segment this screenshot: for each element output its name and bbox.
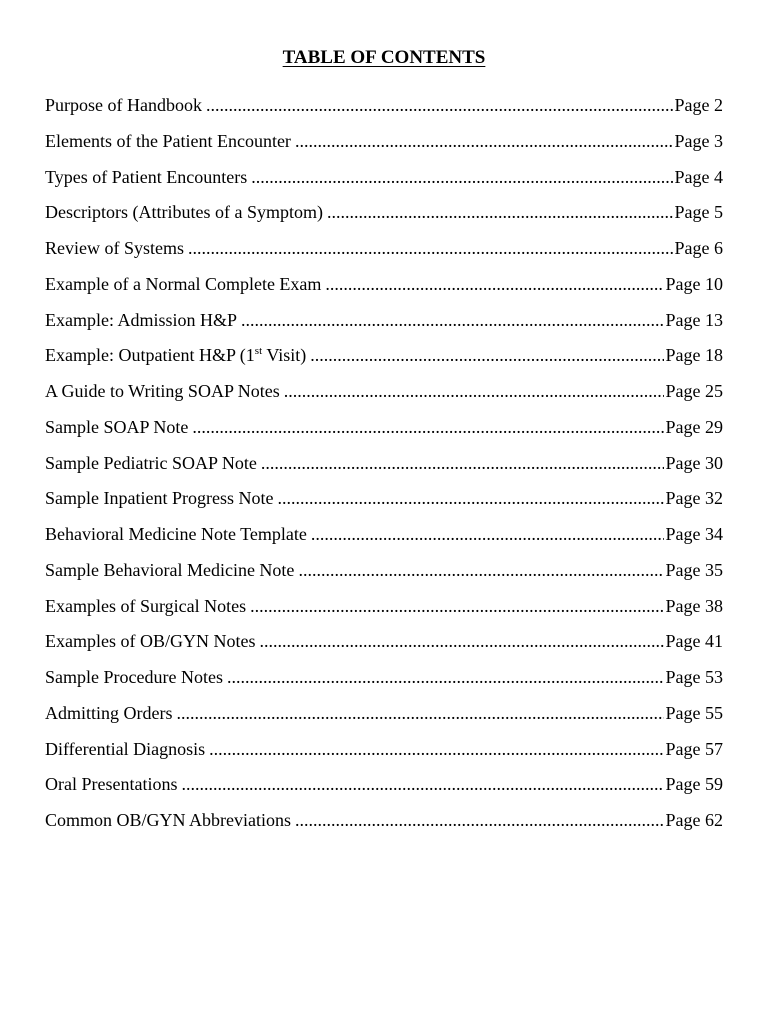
toc-entry[interactable] xyxy=(45,164,723,200)
toc-entry[interactable] xyxy=(45,199,723,235)
toc-entry-page: Page 13 xyxy=(665,309,723,330)
toc-entry-title: Elements of the Patient Encounter xyxy=(45,130,291,151)
toc-entry-page: Page 38 xyxy=(665,595,723,616)
toc-entry-title: Types of Patient Encounters xyxy=(45,166,248,187)
toc-entry[interactable] xyxy=(45,521,723,557)
toc-entry[interactable] xyxy=(45,342,723,378)
toc-entry[interactable] xyxy=(45,557,723,593)
toc-entry-title: Common OB/GYN Abbreviations xyxy=(45,810,291,830)
dot-leader xyxy=(192,414,663,440)
toc-entry-title: Differential Diagnosis xyxy=(45,738,206,759)
dot-leader xyxy=(277,485,663,511)
toc-entry[interactable] xyxy=(45,235,723,271)
toc-entry[interactable] xyxy=(45,307,723,343)
page-title-text: TABLE OF CONTENTS xyxy=(282,47,486,68)
toc-entry[interactable] xyxy=(45,128,723,164)
toc-entry-title: Purpose of Handbook xyxy=(45,95,202,115)
toc-entry-title: Review of Systems xyxy=(45,238,184,258)
toc-entry-page: Page 6 xyxy=(674,238,723,258)
toc-entry-page: Page 34 xyxy=(665,524,723,544)
toc-entry[interactable] xyxy=(45,807,723,843)
toc-entry-title: Example of a Normal Complete Exam xyxy=(45,273,322,294)
toc-entry-page: Page 5 xyxy=(674,202,723,223)
dot-leader xyxy=(327,199,673,225)
toc-entry[interactable] xyxy=(45,736,723,772)
toc-entry-title: Behavioral Medicine Note Template xyxy=(45,524,307,544)
dot-leader xyxy=(250,593,663,619)
dot-leader xyxy=(188,235,673,261)
toc-entry-page: Page 10 xyxy=(665,273,723,294)
toc-entry-page: Page 29 xyxy=(665,416,723,437)
page-title xyxy=(0,46,768,70)
toc-entry[interactable] xyxy=(45,593,723,629)
dot-leader xyxy=(295,807,664,833)
dot-leader xyxy=(251,164,672,190)
toc-entry-page: Page 25 xyxy=(665,381,723,401)
dot-leader xyxy=(209,736,663,762)
toc-entry[interactable] xyxy=(45,664,723,700)
dot-leader xyxy=(227,664,664,690)
toc-entry[interactable] xyxy=(45,92,723,128)
dot-leader xyxy=(181,771,663,797)
dot-leader xyxy=(261,450,664,476)
dot-leader xyxy=(295,128,673,154)
toc-entry[interactable] xyxy=(45,271,723,307)
toc-entry-page: Page 57 xyxy=(665,738,723,759)
toc-entry-title: Admitting Orders xyxy=(45,702,173,723)
toc-entry-page: Page 4 xyxy=(674,166,723,187)
dot-leader xyxy=(206,92,673,118)
toc-entry-page: Page 18 xyxy=(665,345,723,366)
toc-entry-title-rest: Visit) xyxy=(262,345,307,366)
toc-entry-page: Page 41 xyxy=(665,631,723,652)
dot-leader xyxy=(311,521,664,547)
dot-leader xyxy=(325,271,663,297)
toc-entry[interactable] xyxy=(45,485,723,521)
toc-entry-title: Examples of OB/GYN Notes xyxy=(45,631,256,652)
dot-leader xyxy=(177,700,664,726)
toc-entry-page: Page 59 xyxy=(665,774,723,795)
toc-entry-title xyxy=(45,342,306,368)
dot-leader xyxy=(241,307,663,333)
table-of-contents xyxy=(45,92,723,843)
toc-entry-title: Descriptors (Attributes of a Symptom) xyxy=(45,202,323,223)
dot-leader xyxy=(310,342,663,368)
toc-entry-page: Page 3 xyxy=(674,130,723,151)
toc-entry[interactable] xyxy=(45,628,723,664)
toc-entry-title: A Guide to Writing SOAP Notes xyxy=(45,381,280,401)
toc-entry-title: Sample Procedure Notes xyxy=(45,667,223,687)
toc-entry[interactable] xyxy=(45,414,723,450)
toc-entry-title: Examples of Surgical Notes xyxy=(45,595,247,616)
toc-entry[interactable] xyxy=(45,450,723,486)
toc-entry-title: Sample Behavioral Medicine Note xyxy=(45,559,295,580)
toc-entry-title: Example: Admission H&P xyxy=(45,309,238,330)
toc-entry[interactable] xyxy=(45,771,723,807)
toc-entry-page: Page 53 xyxy=(665,667,723,687)
toc-entry-title: Sample Pediatric SOAP Note xyxy=(45,452,257,473)
toc-entry-title-main: Example: Outpatient H&P (1 xyxy=(45,345,255,366)
toc-entry-title: Sample Inpatient Progress Note xyxy=(45,488,274,509)
toc-entry-title: Oral Presentations xyxy=(45,774,178,795)
toc-entry-page: Page 2 xyxy=(674,95,723,115)
toc-entry-page: Page 62 xyxy=(665,810,723,830)
dot-leader xyxy=(298,557,663,583)
toc-entry[interactable] xyxy=(45,700,723,736)
toc-entry-page: Page 32 xyxy=(665,488,723,509)
toc-entry-page: Page 35 xyxy=(665,559,723,580)
toc-entry-page: Page 55 xyxy=(665,702,723,723)
toc-entry[interactable] xyxy=(45,378,723,414)
toc-entry-title: Sample SOAP Note xyxy=(45,416,189,437)
ordinal-suffix: st xyxy=(254,345,263,358)
dot-leader xyxy=(284,378,664,404)
dot-leader xyxy=(259,628,663,654)
toc-entry-page: Page 30 xyxy=(665,452,723,473)
